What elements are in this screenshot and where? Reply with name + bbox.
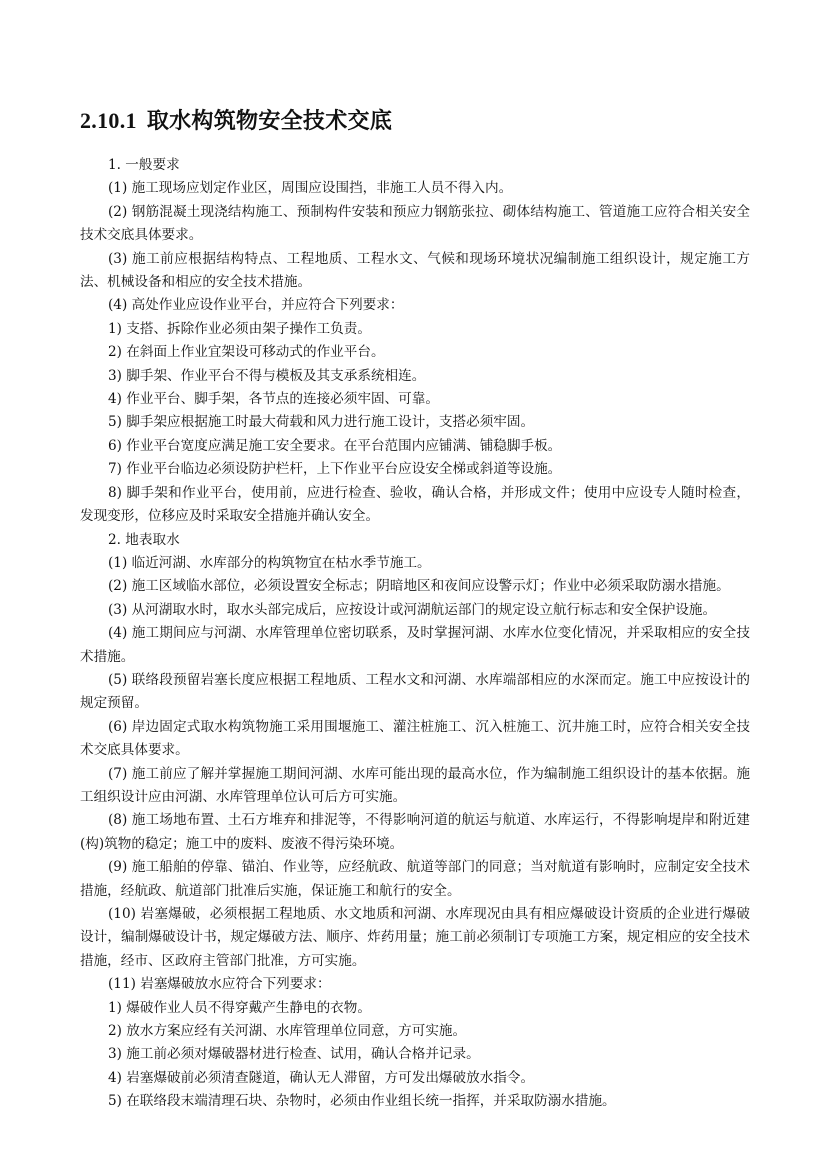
paragraph: 5) 在联络段末端清理石块、杂物时，必须由作业组长统一指挥，并采取防溺水措施。 [108,1093,616,1110]
paragraph: 2. 地表取水 [108,531,180,548]
paragraph: 8) 脚手架和作业平台，使用前，应进行检查、验收，确认合格，并形成文件；使用中应设专人随时检查，发现变形，位移应及时采取安全措施并确认安全。 [80,484,750,525]
paragraph: 1) 支搭、拆除作业必须由架子操作工负责。 [108,320,371,337]
paragraph: (8) 施工场地布置、土石方堆弃和排泥等，不得影响河道的航运与航道、水库运行，不得影响堤岸和附近建(构)筑物的稳定；施工中的废料、废液不得污染环境。 [80,812,750,852]
paragraph: (4) 高处作业应设作业平台，并应符合下列要求： [108,297,404,314]
paragraph: (9) 施工船舶的停靠、锚泊、作业等，应经航政、航道等部门的同意；当对航道有影响时，应制定安全技术措施，经航政、航道部门批准后实施，保证施工和航行的安全。 [80,859,750,899]
paragraph: 2) 放水方案应经有关河湖、水库管理单位同意，方可实施。 [108,1023,467,1040]
paragraph: 4) 作业平台、脚手架，各节点的连接必须牢固、可靠。 [108,391,439,408]
paragraph: (4) 施工期间应与河湖、水库管理单位密切联系，及时掌握河湖、水库水位变化情况，并采取相应的安全技术措施。 [80,625,750,665]
paragraph: 7) 作业平台临边必须设防护栏杆，上下作业平台应设安全梯或斜道等设施。 [108,461,562,478]
paragraph: (11) 岩塞爆破放水应符合下列要求： [108,976,331,993]
document-body [80,154,750,1114]
section-title-text: 取水构筑物安全技术交底 [146,108,393,134]
paragraph: (2) 施工区域临水部位，必须设置安全标志；阴暗地区和夜间应设警示灯；作业中必须采取防溺水措施。 [108,578,730,595]
paragraph: 3) 脚手架、作业平台不得与模板及其支承系统相连。 [108,367,426,384]
paragraph: (1) 施工现场应划定作业区，周围应设围挡，非施工人员不得入内。 [108,180,513,197]
paragraph: (1) 临近河湖、水库部分的构筑物宜在枯水季节施工。 [108,554,431,571]
paragraph: 6) 作业平台宽度应满足施工安全要求。在平台范围内应铺满、铺稳脚手板。 [108,437,562,454]
paragraph: (10) 岩塞爆破，必须根据工程地质、水文地质和河湖、水库现况由具有相应爆破设计资质的企业进行爆破设计，编制爆破设计书，规定爆破方法、顺序、炸药用量；施工前必须制订专项施工方案，规定相应的安全技术措施，经市、区政府主管部门批准，方可实施。 [80,906,750,969]
paragraph: (7) 施工前应了解并掌握施工期间河湖、水库可能出现的最高水位，作为编制施工组织设计的基本依据。施工组织设计应由河湖、水库管理单位认可后方可实施。 [80,765,750,805]
paragraph: 1. 一般要求 [108,157,180,173]
paragraph: (2) 钢筋混凝土现浇结构施工、预制构件安装和预应力钢筋张拉、砌体结构施工、管道施工应符合相关安全技术交底具体要求。 [80,203,750,244]
section-title [80,104,392,135]
paragraph: (3) 施工前应根据结构特点、工程地质、工程水文、气候和现场环境状况编制施工组织设计，规定施工方法、机械设备和相应的安全技术措施。 [80,250,750,291]
paragraph: (6) 岸边固定式取水构筑物施工采用围堰施工、灌注桩施工、沉入桩施工、沉井施工时，应符合相关安全技术交底具体要求。 [80,718,750,759]
paragraph: (5) 联络段预留岩塞长度应根据工程地质、工程水文和河湖、水库端部相应的水深而定。施工中应按设计的规定预留。 [80,671,750,712]
paragraph: (3) 从河湖取水时，取水头部完成后，应按设计或河湖航运部门的规定设立航行标志和安全保护设施。 [108,601,717,618]
paragraph: 3) 施工前必须对爆破器材进行检查、试用，确认合格并记录。 [108,1046,480,1063]
section-number: 2.10.1 [80,108,137,133]
paragraph: 4) 岩塞爆破前必须清查隧道，确认无人滞留，方可发出爆破放水指令。 [108,1069,535,1086]
paragraph: 2) 在斜面上作业宜架设可移动式的作业平台。 [108,344,385,361]
paragraph: 5) 脚手架应根据施工时最大荷载和风力进行施工设计，支搭必须牢固。 [108,414,535,431]
paragraph: 1) 爆破作业人员不得穿戴产生静电的衣物。 [108,999,371,1016]
